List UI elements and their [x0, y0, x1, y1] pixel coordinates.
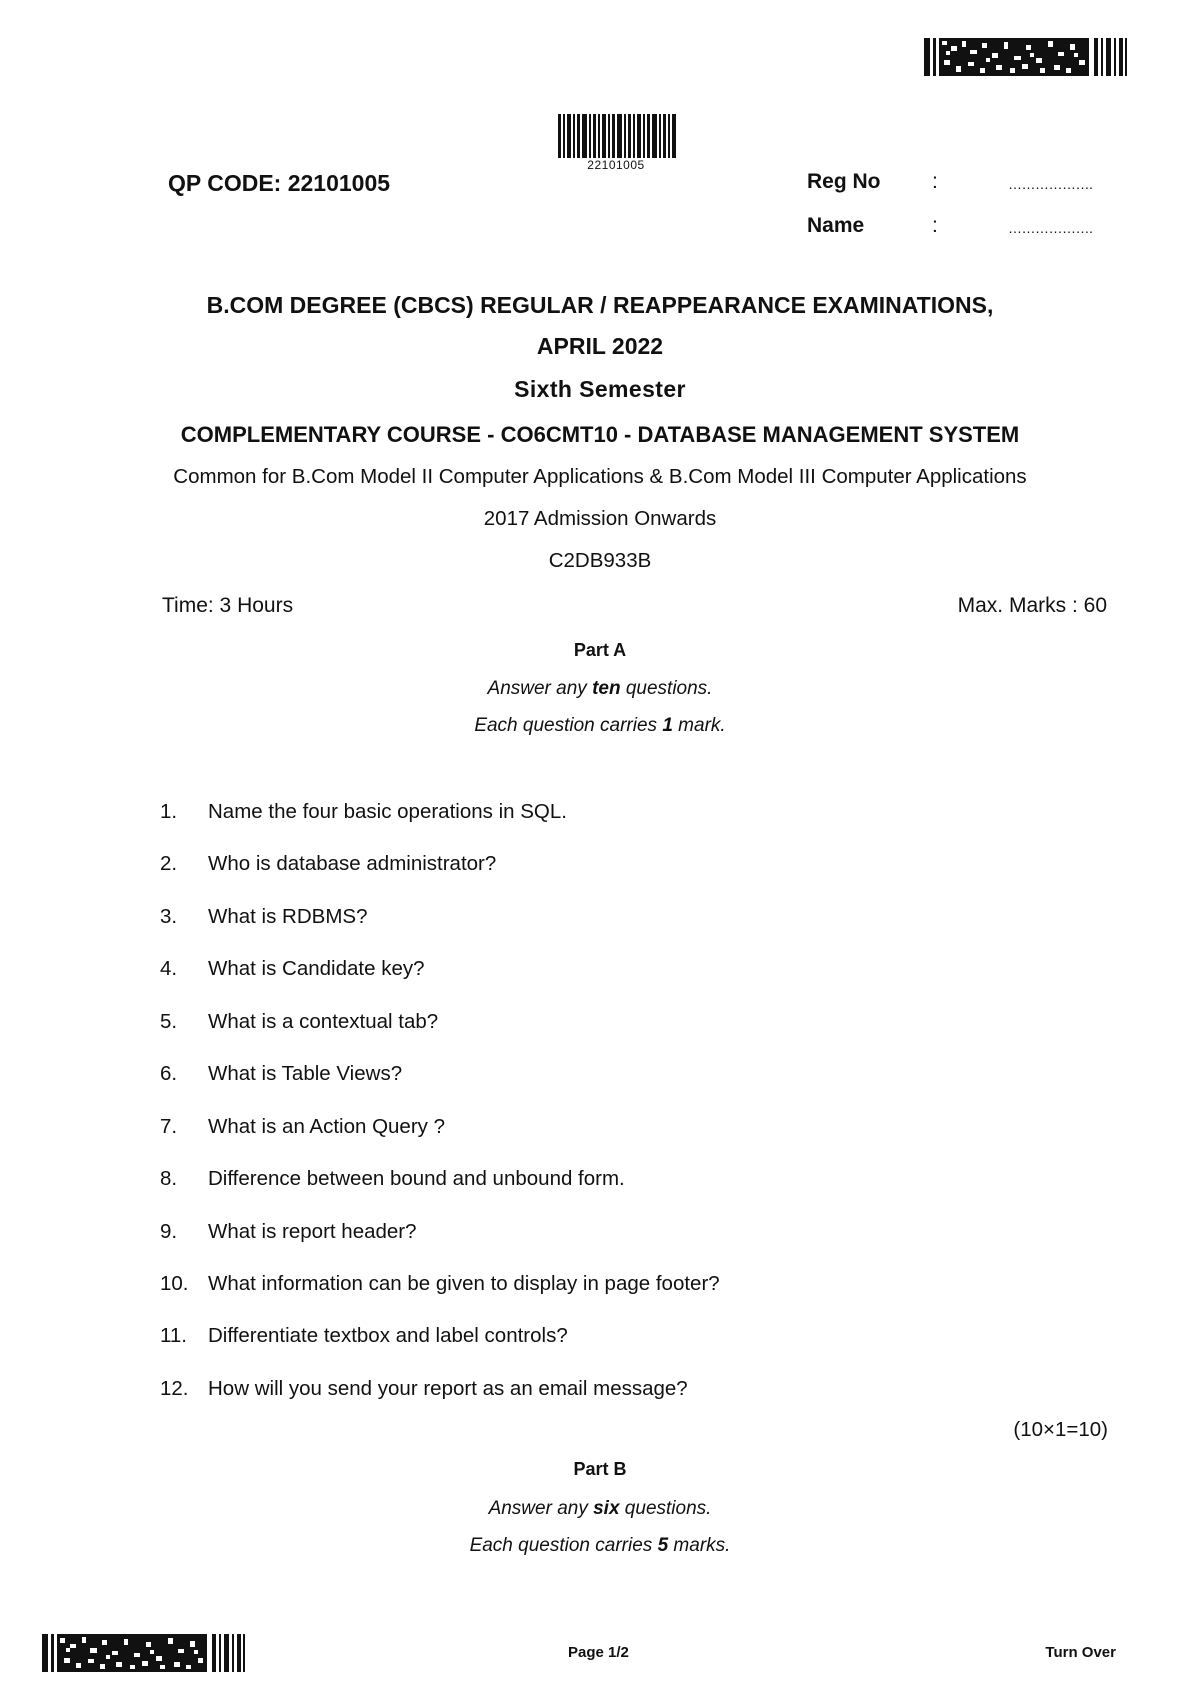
question-text: Difference between bound and unbound form.: [208, 1167, 625, 1190]
common-for: Common for B.Com Model II Computer Applications & B.Com Model III Computer Applications: [173, 465, 1027, 488]
question-text: Who is database administrator?: [208, 852, 497, 875]
question-number: 7.: [160, 1115, 178, 1138]
turn-over: Turn Over: [1045, 1644, 1116, 1661]
part-b-title: Part B: [573, 1459, 627, 1479]
question-text: What is an Action Query ?: [208, 1115, 446, 1138]
question-number: 11.: [160, 1324, 187, 1347]
reg-no-blank: ……………….: [1008, 176, 1093, 192]
semester: Sixth Semester: [514, 376, 686, 402]
question-text: What is Candidate key?: [208, 957, 425, 980]
exam-time: Time: 3 Hours: [162, 594, 294, 617]
question-text: What is a contextual tab?: [208, 1010, 439, 1033]
question-text: What information can be given to display in page footer?: [208, 1272, 720, 1295]
exam-title-line2: APRIL 2022: [536, 333, 664, 359]
admission: 2017 Admission Onwards: [483, 507, 717, 530]
question-number: 8.: [160, 1167, 178, 1190]
question-number: 3.: [160, 905, 178, 928]
qp-code: QP CODE: 22101005: [168, 170, 391, 196]
question-text: What is Table Views?: [208, 1062, 403, 1085]
question-number: 9.: [160, 1220, 178, 1243]
question-text: What is report header?: [208, 1220, 417, 1243]
question-text: Name the four basic operations in SQL.: [208, 800, 567, 823]
question-number: 1.: [160, 800, 178, 823]
part-a-instruction-2: Each question carries 1 mark.: [474, 715, 726, 736]
reg-no-label: Reg No: [807, 170, 881, 193]
question-number: 5.: [160, 1010, 178, 1033]
exam-title-line1: B.COM DEGREE (CBCS) REGULAR / REAPPEARANCE EXAMINATIONS,: [206, 292, 994, 318]
exam-code: C2DB933B: [548, 549, 652, 572]
question-text: How will you send your report as an email message?: [208, 1377, 688, 1400]
barcode-number: 22101005: [587, 158, 645, 172]
question-text: Differentiate textbox and label controls?: [208, 1324, 568, 1347]
part-b-instruction-2: Each question carries 5 marks.: [469, 1535, 731, 1556]
part-a-title: Part A: [573, 640, 627, 660]
name-colon: :: [932, 214, 938, 237]
name-blank: ……………….: [1008, 220, 1093, 236]
part-a-instruction-1: Answer any ten questions.: [487, 678, 713, 699]
course-title: COMPLEMENTARY COURSE - CO6CMT10 - DATABASE MANAGEMENT SYSTEM: [180, 422, 1020, 447]
barcode-top-right: [924, 38, 1128, 76]
question-number: 10.: [160, 1272, 189, 1295]
question-number: 2.: [160, 852, 178, 875]
barcode-center: [558, 114, 676, 158]
part-a-score: (10×1=10): [1013, 1418, 1108, 1441]
part-b-instruction-1: Answer any six questions.: [488, 1498, 712, 1519]
question-number: 12.: [160, 1377, 189, 1400]
barcode-bottom-left: [42, 1634, 246, 1672]
name-label: Name: [807, 214, 865, 237]
reg-no-colon: :: [932, 170, 938, 193]
question-number: 6.: [160, 1062, 178, 1085]
max-marks: Max. Marks : 60: [957, 594, 1107, 617]
page-number: Page 1/2: [568, 1644, 629, 1661]
question-text: What is RDBMS?: [208, 905, 368, 928]
question-number: 4.: [160, 957, 178, 980]
